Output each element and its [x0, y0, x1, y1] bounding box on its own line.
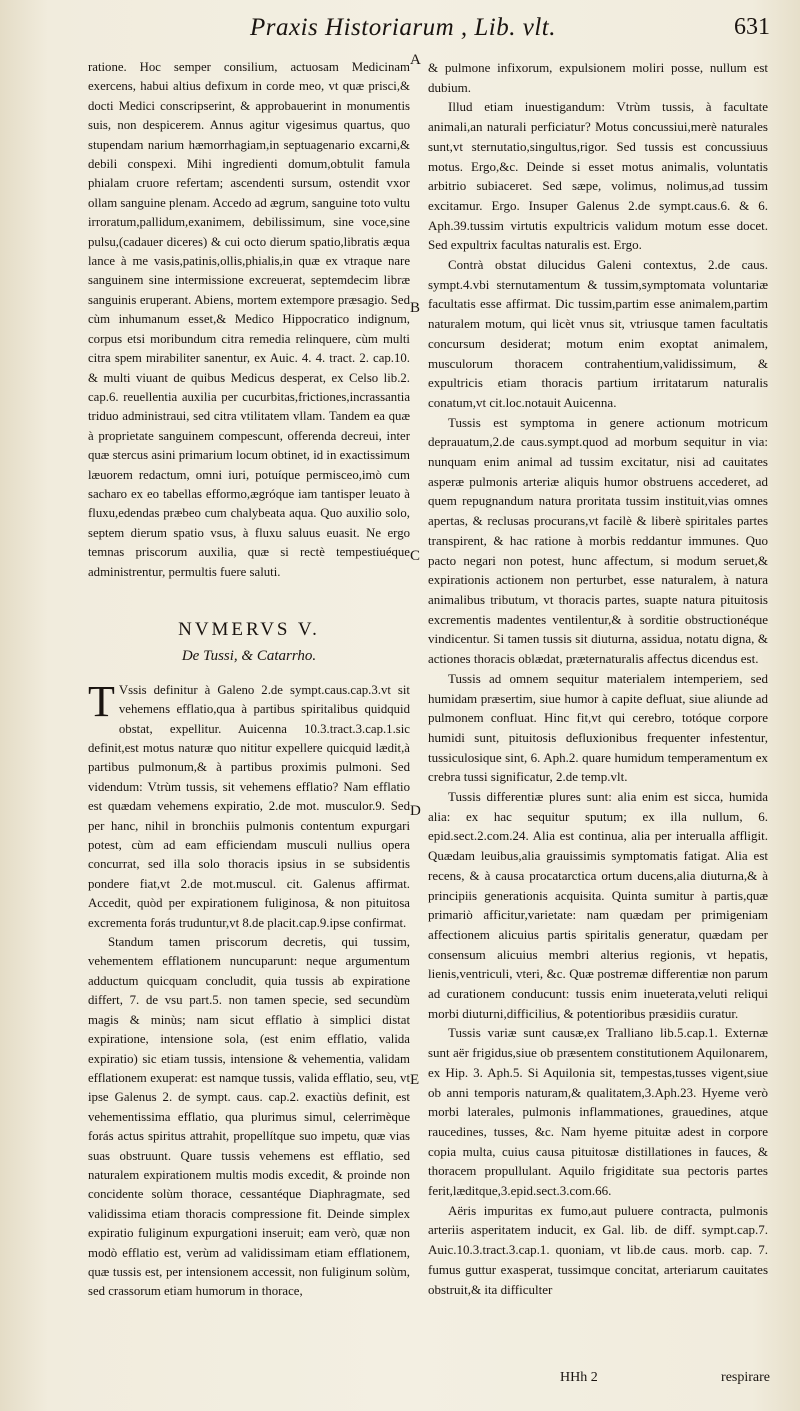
right-paragraph: Illud etiam inuestigandum: Vtrùm tussis, à facultate animali,an naturali perficiatur? Motus concussiui,merè naturales sunt,vt sternutatio,singultus,rigor. Sed tussis est concussiuus motus. Ergo,&c. Deinde si esset motus animalis, voluntatis arbitrio subiaceret. Sed sæpe, volimus, nolimus,ad tussim excitamur. Ergo. Insuper Galenus 2.de sympt.caus.6. & 6. Aph.39.tussim virtutis expultricis validum motum esse docet. Sed expultrix facultas naturalis est. Ergo. [428, 99, 768, 253]
drop-cap: T [88, 676, 115, 726]
running-head [0, 10, 800, 46]
left-paragraph: ratione. Hoc semper consilium, actuosam Medicinam exercens, habui altius defixum in corde meo, vt quæ prisci,& docti Medici conscripserint, & approbauerint in monumentis suis, non despicerem. Annus agitur vigesimus quartus, quo stupendam narium hæmorrhagiam,in septuagenario excarni,& debili conspexi. Mihi ingredienti domum,obtulit famula phialam cruore refertam; ascendenti sursum, ostendit vxor ollam sanguine plenam. Accedo ad ægrum, sanguine toto vultu irroratum,pallidum,exanimem, debilissimum, sine voce,sine pulsu,(cadauer diceres) & cui octo dierum spatio,libratis æqua lance à me vasis,patinis,ollis,phialis,in quæ ex vtraque nare sanguinem sine intermissione excreuerat, septemdecim libræ sanguinis eruperant. Abiens, mortem extempore præsagio. Sed cùm inhumanum esset,& Medico Hippocratico indignum, corpus etsi moribundum citra remedia relinquere, cùm multi citra spem mirabiliter sanentur, ex Auic. 4. 4. tract. 2. cap.10. & multi viuant de quibus Medicus desperat, ex Celso lib.2. cap.6. reuellentia auxilia per cucurbitas,frictiones,incrassantia triduo administraui, sed citra vtilitatem vllam. Tandem ea quæ à proprietate sanguinem compescunt, offerenda decreui, inter quæ stercus asini primarium locum obtinet, id in exactissimum læuorem redactum, omni iuri, potuíque permisceo,imò cum sacharo ex eo tabellas efformo,ægróque iam tantisper leuato à fluxu,edendas præbeo cum chalybeata aqua. Quo auxilio solo, septem dierum spatio vsus, à fluxu saluus euasit. Ne ergo temnas priscorum auxilia, quæ si rectè tempestiuéque administrentur, permultis fuere saluti. [88, 60, 410, 579]
footer-line [560, 1370, 770, 1392]
page-number: 631 [734, 14, 770, 40]
margin-letter-c: C [410, 548, 421, 564]
margin-letter-b: B [410, 300, 421, 316]
section-first-paragraph-text: Vssis definitur à Galeno 2.de sympt.caus.cap.3.vt sit vehemens efflatio,qua à partibus spiritalibus quidquid obstat, expellitur. Auicenna 10.3.tract.3.cap.1.sic definit,est motus naturæ quo nititur expellere quicquid lædit,à partibus pulmonum,& à partibus proximis pulmoni. Sed videndum: Vtrùm tussis, sit vehemens efflatio? Nam efflatio est quædam vehemens expiratio, 2.de mot. musculor.9. Sed per hanc, nihil in bronchiis pulmonis contentum expurgari potest, cùm ad eam efficiendam musculi nullius opera concurrat, sed illa solo thoracis ipsius in se subsidentis pondere fiat,vt 2.de mot.muscul. cit. Galenus affirmat. Accedit, quòd per expirationem fuliginosa, & non pituitosa excrementa forás truduntur,vt 8.de placit.cap.9.ipse confirmat. [88, 682, 410, 930]
left-column [88, 58, 410, 1302]
right-paragraph: Tussis est symptoma in genere actionum motricum deprauatum,2.de caus.sympt.quod ad morbum sequitur in via: nunquam enim animal ad tussim excitatur, nisi ad cauitates asperæ pulmonis arteriæ aliquis humor obstruens accederet, ad quem repugnandum natura proritata tussim instituit,vias omnes apertas, & reclusas procurans,vt facilè & liberè spiritales partes transpirent, & hac ratione à morbis reddantur immunes. Quo pacto negari non potest, hunc affectum, si modum seruet,& expirationis actionem non perturbet, esse naturalem, à natura animalibus tributum, vt thoracis partes, suapte natura pituitosis excrementis madentes ventilentur,& à sorditie obstructionéque vindicentur. Si tamen tussis sit diuturna, assidua, notatu digna, & actiones thoracis oblædat, præternaturalis affectus dicendus est. [428, 414, 768, 667]
right-paragraph: Tussis ad omnem sequitur materialem intemperiem, sed humidam præsertim, siue humor à capite defluat, siue aliunde ad pulmonem confluat. Hinc fit,vt qui cerebro, totóque corpore humidi sunt, pituitosis defluxionibus frequenter infestentur, tussiculosique sint, 6. Aph.2. quare humidum temperamentum ex crebra tussi significatur, 2.de temp.vlt. [428, 670, 768, 785]
right-paragraph: Tussis variæ sunt causæ,ex Tralliano lib.5.cap.1. Externæ sunt aër frigidus,siue ob præsentem constitutionem Aquilonarem, ex Hip. 3. Aph.5. Si Aquilonia sit, tempestas,tusses vigent,siue ob anni temporis naturam,& qualitatem,3.Aph.23. Hyeme verò morbi laterales, pulmonis inflammationes, grauedines, atque raucedines, tusses, &c. Nam hyeme pituitæ adest in corpore copia multa, cuius causa pituitosæ distillationes in fauces, & thoracem propullulant. Aquilo frigiditate sua pectoris partes ferit,læditque,3.epid.sect.3.com.66. [428, 1025, 768, 1199]
catchword: respirare [721, 1370, 770, 1385]
right-column [428, 58, 768, 1299]
right-paragraph: Aëris impuritas ex fumo,aut puluere contracta, pulmonis arteriis asperitatem inducit, ex Gal. lib. de diff. sympt.cap.7. Auic.10.3.tract.3.cap.1. quoniam, vt lib.de caus. morb. cap. 7. fumus guttur exasperat, tussimque concitat, arteriarum cauitates obstruit,& ita difficulter [428, 1202, 768, 1297]
running-title: Praxis Historiarum , Lib. vlt. [250, 14, 556, 41]
section-heading: NVMERVS V. [178, 618, 320, 640]
right-paragraph: Tussis differentiæ plures sunt: alia enim est sicca, humida alia: ex hac sequitur sputum; ex illa nullum, 6. epid.sect.2.com.24. Alia est continua, alia per interualla affligit. Quædam leuibus,alia grauissimis symptomatis fatigat. Alia est recens, & à causa procatarctica ortum ducens,alia diuturna,& à principiis generationis acquisita. Quinta sumitur à partis,quæ primariò afficitur,varietate: nam quædam per primigeniam affectionem alicuius partis spiritalis generatur, quædam per consensum alicuius membri alterius regionis, vt hepatis, lienis,ventriculi, vteri, &c. Quæ postremæ differentiæ non parum ad curationem conducunt: tussis enim inueterata,veluti reliqui morbi diuturni,difficilius, & potentioribus præsidiis curatur. [428, 789, 768, 1021]
right-paragraph: & pulmone infixorum, expulsionem moliri posse, nullum est dubium. [428, 60, 768, 95]
section-subheading: De Tussi, & Catarrho. [181, 648, 317, 665]
signature-mark: HHh 2 [560, 1370, 598, 1385]
margin-letter-d: D [410, 803, 421, 819]
margin-letter-a: A [410, 52, 421, 68]
left-paragraph: Standum tamen priscorum decretis, qui tussim, vehementem efflationem nuncuparunt: neque argumentum adductum quicquam concludit, quia tussis ab expiratione differt, 7. de vsu part.5. non tamen specie, sed secundùm magis & minùs; nam sicut efflatio à simplici distat expiratione, intensione sola, (est enim efflatio, valida expiratio) sic etiam tussis, intensione & vehementia, validam efflationem exuperat: est namque tussis, valida efflatio, seu, vt ipse Galenus 2. de sympt. caus. cap.2. exactiùs definit, est vehementissima efflatio, qua plurimus simul, celerrimèque forás actus spiritus attrahit, propellítque suo impetu, quæ vias suas obstruunt. Quare tussis vehemens est efflatio, sed naturalem expirationem multis modis excedit, & proinde non concidente solùm thorace, cessantéque Diaphragmate, sed validissima etiam thoracis compressione fit. Deinde simplex expiratio fuliginum expurgationi inseruit; eam verò, quæ non modò efflatio est, verùm ad validissimam etiam efflationem, quæ tussis est, per intensionem accessit, non fuliginum solùm, sed crassorum etiam humorum in thorace, [88, 935, 410, 1299]
margin-letter-e: E [410, 1072, 420, 1088]
section-first-paragraph [88, 676, 410, 933]
right-paragraph: Contrà obstat dilucidus Galeni contextus, 2.de caus. sympt.4.vbi sternutamentum & tussim,symptomata voluntariæ facultatis esse affirmat. Dic tussim,partim esse animalem,partim naturalem motum, qui licèt vnus sit, vtriusque tamen facultatis concursum desiderat; motum enim exoptat animalem, musculorum thoracem contrahentium,validissimum, & expultricis etiam thoracis partium irritatarum naturalis conatum,vt cit.loc.notauit Auicenna. [428, 257, 768, 410]
